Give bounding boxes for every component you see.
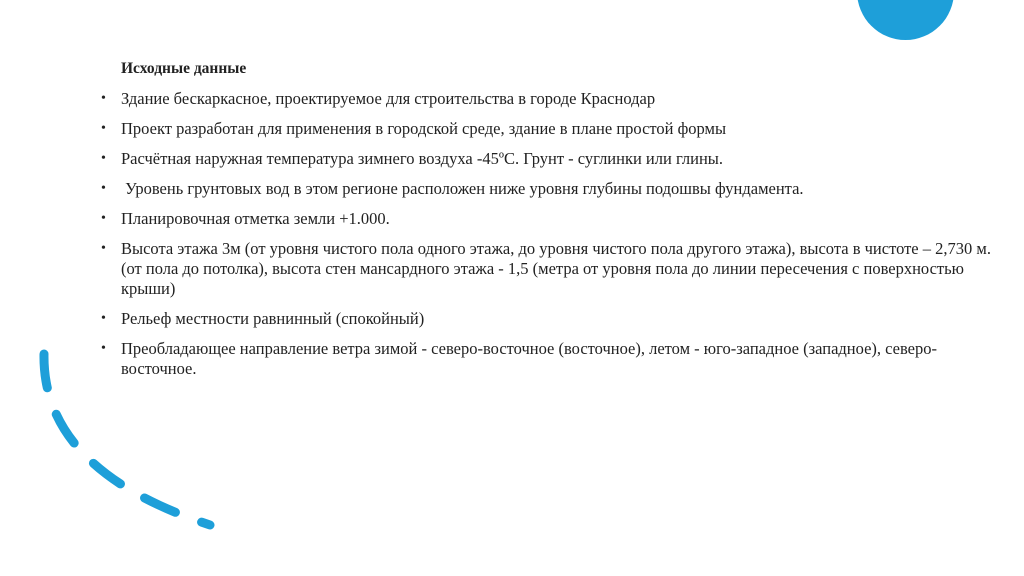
content-area (101, 58, 1001, 389)
bullet-item (101, 339, 1001, 379)
bullet-text: Рельеф местности равнинный (спокойный) (121, 309, 425, 328)
bullet-item (101, 209, 1001, 229)
bullet-item (101, 179, 1001, 199)
bullet-item (101, 149, 1001, 169)
bullet-item (101, 309, 1001, 329)
bullet-icon: • (101, 241, 106, 256)
bullet-icon: • (101, 211, 106, 226)
bullet-icon: • (101, 181, 106, 196)
bullet-item (101, 239, 1001, 299)
bullet-text: Высота этажа 3м (от уровня чистого пола одного этажа, до уровня чистого пола другого этажа), высота в чистоте – 2,730 м. (от пола до потолка), высота стен мансардного этажа - 1,5 (метра от уровня пола до линии пересечения с поверхностью крыши) (121, 239, 991, 298)
bullet-text: Проект разработан для применения в городской среде, здание в плане простой формы (121, 119, 727, 138)
bullet-text: Расчётная наружная температура зимнего воздуха -45ºС. Грунт - суглинки или глины. (121, 149, 723, 168)
bullet-text: Уровень грунтовых вод в этом регионе расположен ниже уровня глубины подошвы фундамента. (121, 179, 804, 198)
bullet-icon: • (101, 311, 106, 326)
bullet-icon: • (101, 151, 106, 166)
bullet-text: Планировочная отметка земли +1.000. (121, 209, 390, 228)
bullet-icon: • (101, 341, 106, 356)
slide-heading: Исходные данные (121, 60, 247, 77)
bullet-list (101, 89, 1001, 379)
bullet-icon: • (101, 91, 106, 106)
bullet-text: Преобладающее направление ветра зимой - северо-восточное (восточное), летом - юго-западное (западное), северо-восточное. (121, 339, 937, 378)
bullet-item (101, 89, 1001, 109)
bullet-text: Здание бескаркасное, проектируемое для строительства в городе Краснодар (121, 89, 656, 108)
bullet-item (101, 119, 1001, 139)
bullet-icon: • (101, 121, 106, 136)
decorative-circle (857, 0, 954, 40)
